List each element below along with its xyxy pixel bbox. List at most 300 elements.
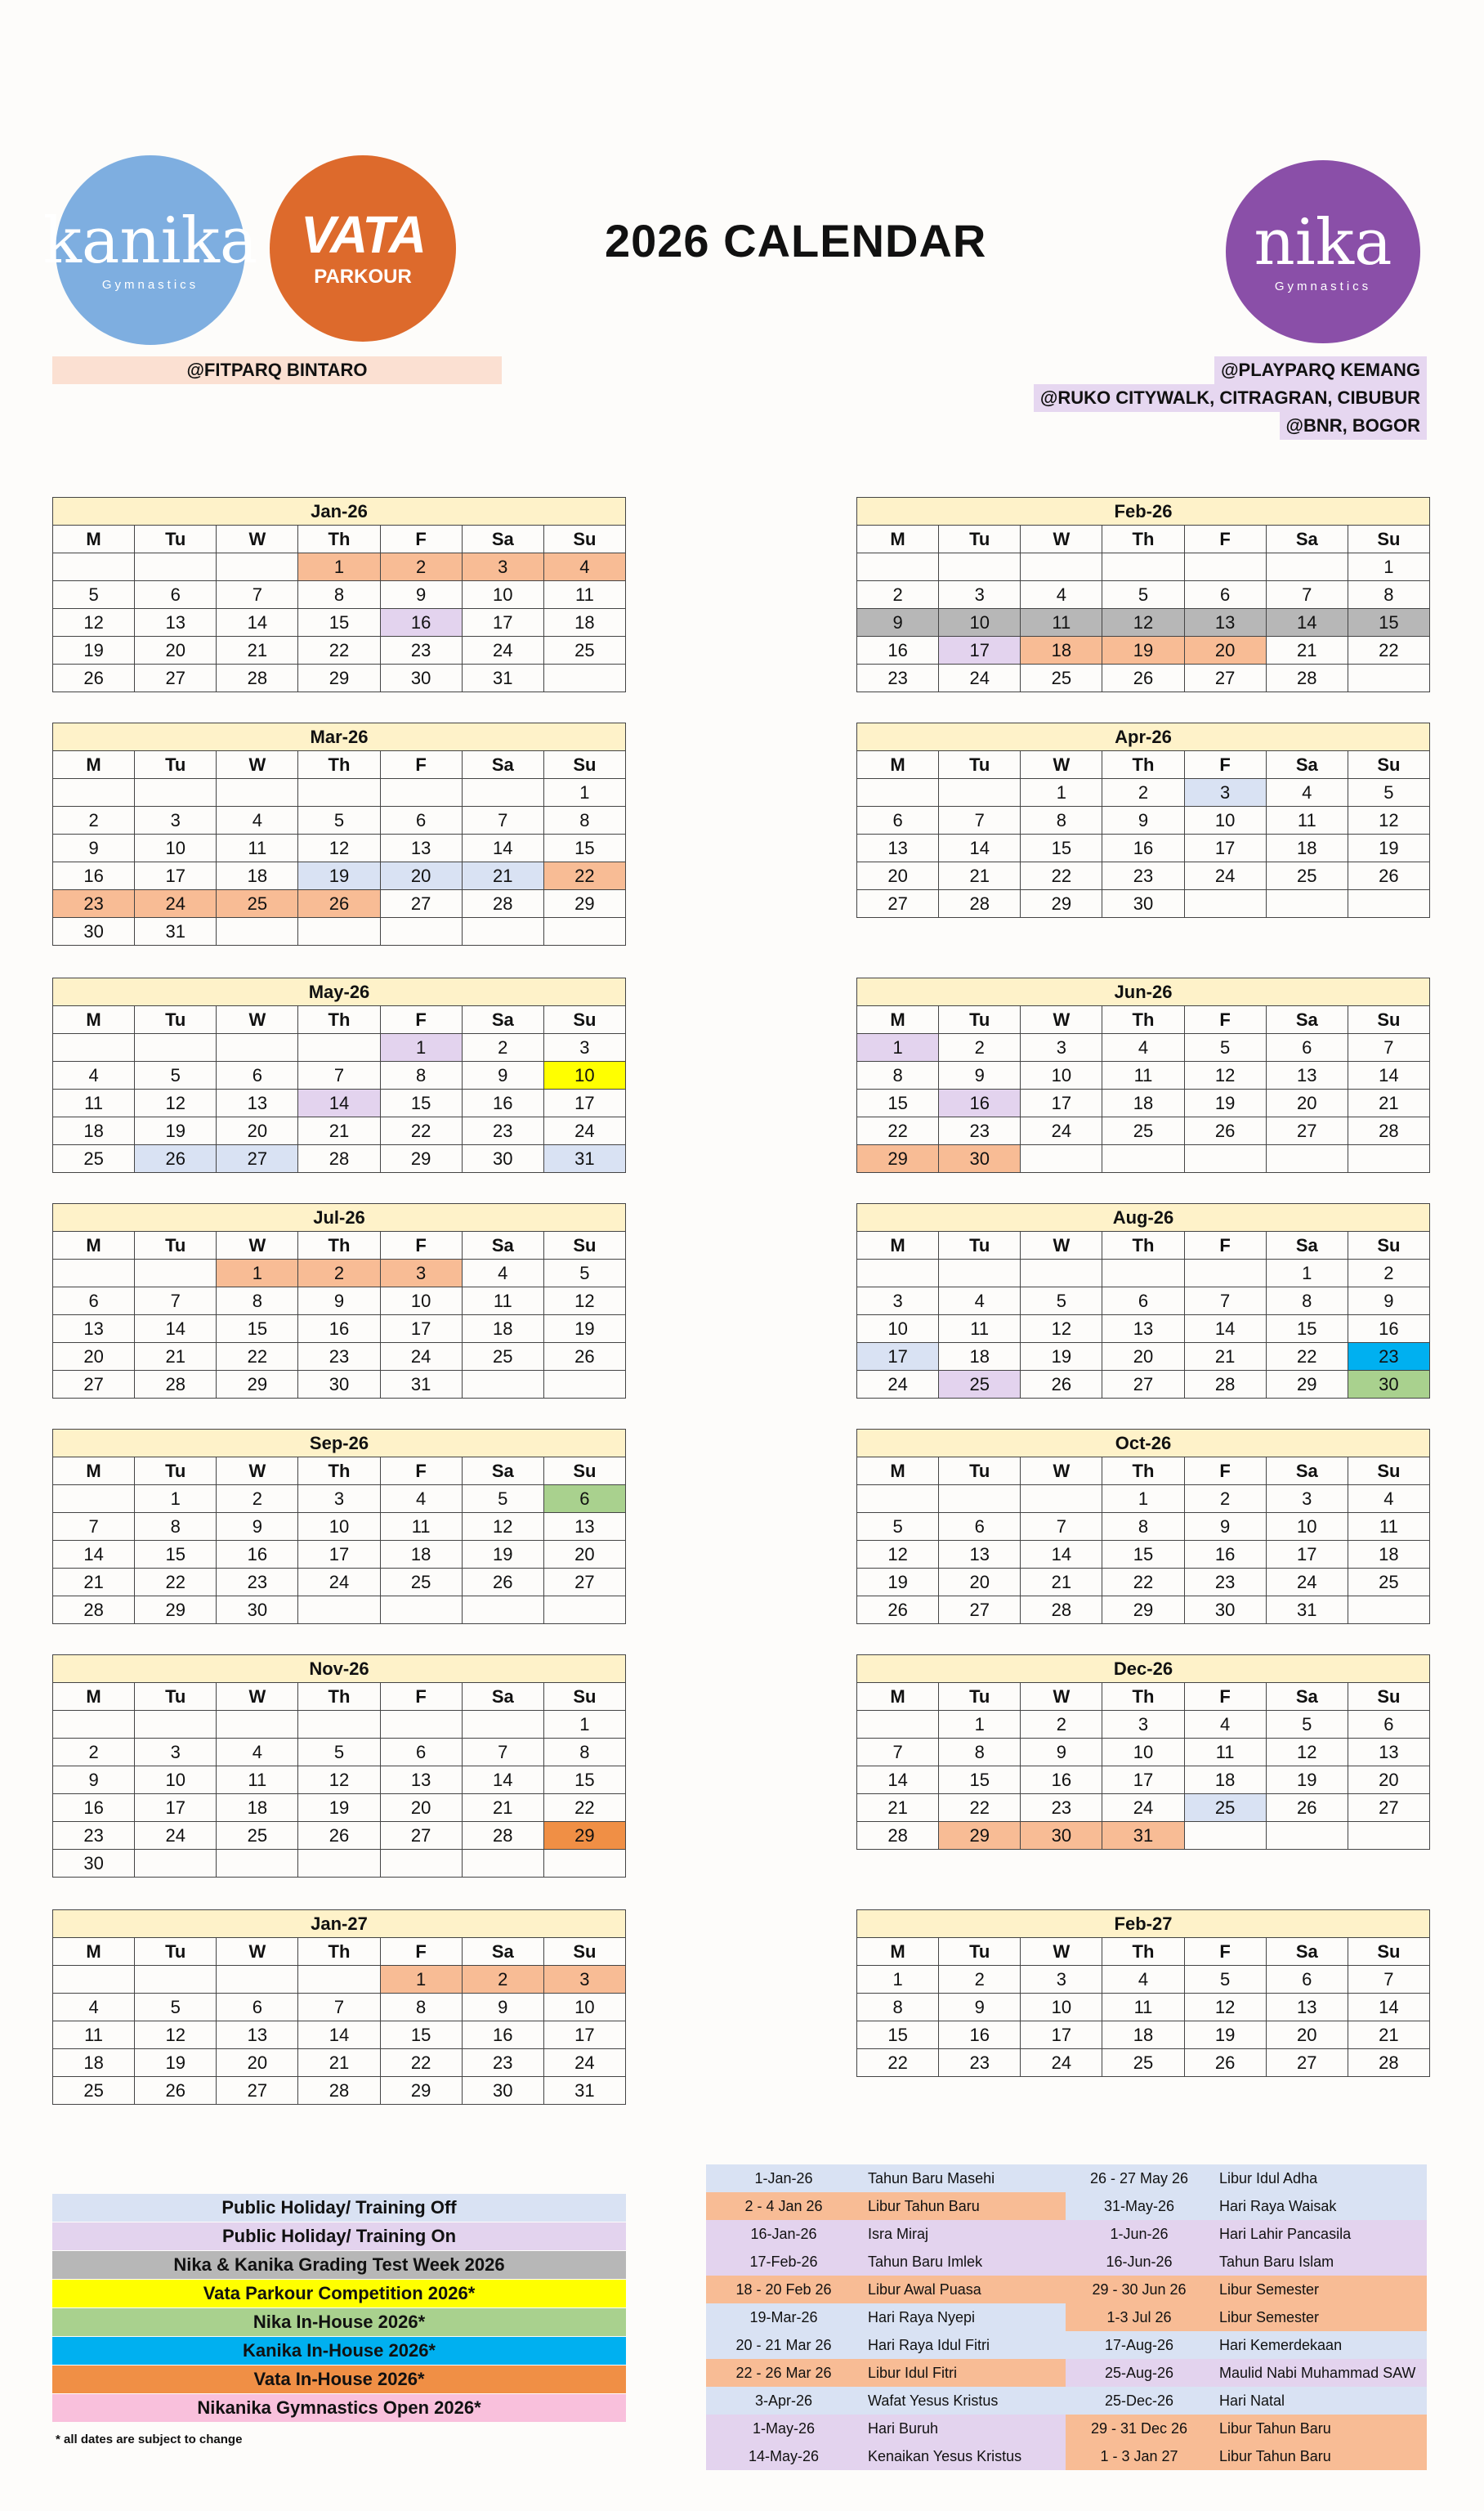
day-cell: 25 — [462, 1343, 543, 1371]
day-cell: 15 — [1348, 609, 1429, 637]
day-cell: 7 — [1266, 581, 1348, 609]
holiday-name: Libur Idul Fitri — [861, 2359, 1066, 2387]
holiday-date: 3-Apr-26 — [706, 2387, 861, 2415]
day-cell: 3 — [1102, 1711, 1184, 1739]
day-cell: 10 — [135, 1766, 217, 1794]
day-cell: 31 — [462, 665, 543, 692]
day-cell: 14 — [298, 2021, 380, 2049]
month-title: Jan-26 — [53, 498, 626, 526]
day-cell — [1021, 1485, 1102, 1513]
day-cell: 21 — [1266, 637, 1348, 665]
weekday-header: Sa — [1266, 1683, 1348, 1711]
weekday-header: Sa — [1266, 1006, 1348, 1034]
day-cell: 8 — [543, 1739, 625, 1766]
day-cell: 10 — [1102, 1739, 1184, 1766]
day-cell: 11 — [1348, 1513, 1429, 1541]
weekday-header: M — [53, 1938, 135, 1966]
month-title: Feb-27 — [857, 1910, 1430, 1938]
weekday-header: F — [380, 1006, 462, 1034]
day-cell: 23 — [1348, 1343, 1429, 1371]
day-cell — [53, 1966, 135, 1994]
holiday-date: 1-3 Jul 26 — [1066, 2303, 1213, 2331]
day-cell: 10 — [380, 1287, 462, 1315]
day-cell: 7 — [298, 1062, 380, 1090]
day-cell: 11 — [1266, 807, 1348, 835]
day-cell: 24 — [135, 1822, 217, 1850]
day-cell — [217, 1966, 298, 1994]
day-cell: 20 — [1184, 637, 1266, 665]
weekday-header: M — [857, 1006, 939, 1034]
day-cell: 26 — [1184, 1117, 1266, 1145]
weekday-header: Su — [1348, 1938, 1429, 1966]
day-cell: 17 — [543, 2021, 625, 2049]
weekday-header: F — [1184, 751, 1266, 779]
day-cell — [298, 1850, 380, 1878]
day-cell: 23 — [939, 2049, 1021, 2077]
day-cell: 1 — [857, 1966, 939, 1994]
day-cell: 29 — [1266, 1371, 1348, 1399]
weekday-header: M — [857, 1457, 939, 1485]
day-cell: 1 — [135, 1485, 217, 1513]
vata-logo-text: VATA — [301, 205, 425, 264]
nika-logo-text: nika — [1254, 205, 1392, 280]
day-cell: 14 — [1348, 1994, 1429, 2021]
day-cell: 11 — [462, 1287, 543, 1315]
day-cell: 30 — [1348, 1371, 1429, 1399]
day-cell: 27 — [53, 1371, 135, 1399]
day-cell: 11 — [1184, 1739, 1266, 1766]
month-calendar — [856, 1654, 1430, 1850]
day-cell — [1021, 553, 1102, 581]
weekday-header: Th — [298, 1938, 380, 1966]
day-cell: 22 — [135, 1569, 217, 1596]
day-cell: 7 — [135, 1287, 217, 1315]
day-cell: 21 — [298, 1117, 380, 1145]
day-cell: 4 — [939, 1287, 1021, 1315]
day-cell: 17 — [1021, 2021, 1102, 2049]
weekday-header: Tu — [135, 1683, 217, 1711]
holiday-name: Kenaikan Yesus Kristus — [861, 2442, 1066, 2470]
day-cell: 24 — [543, 1117, 625, 1145]
day-cell: 8 — [380, 1062, 462, 1090]
day-cell: 25 — [380, 1569, 462, 1596]
day-cell: 24 — [543, 2049, 625, 2077]
day-cell: 6 — [543, 1485, 625, 1513]
legend-item: Kanika In-House 2026* — [52, 2337, 626, 2365]
holiday-date: 29 - 31 Dec 26 — [1066, 2415, 1213, 2442]
day-cell — [53, 553, 135, 581]
weekday-header: M — [53, 1006, 135, 1034]
day-cell: 19 — [298, 1794, 380, 1822]
day-cell — [217, 918, 298, 946]
day-cell: 24 — [857, 1371, 939, 1399]
day-cell: 28 — [217, 665, 298, 692]
day-cell — [53, 1711, 135, 1739]
day-cell — [1102, 1260, 1184, 1287]
day-cell — [1348, 1596, 1429, 1624]
day-cell: 17 — [135, 1794, 217, 1822]
holiday-name: Maulid Nabi Muhammad SAW — [1213, 2359, 1427, 2387]
day-cell: 13 — [939, 1541, 1021, 1569]
day-cell: 2 — [298, 1260, 380, 1287]
day-cell: 14 — [1266, 609, 1348, 637]
day-cell — [857, 1260, 939, 1287]
day-cell: 15 — [217, 1315, 298, 1343]
day-cell: 6 — [939, 1513, 1021, 1541]
day-cell: 3 — [857, 1287, 939, 1315]
holiday-date: 20 - 21 Mar 26 — [706, 2331, 861, 2359]
day-cell — [1348, 1822, 1429, 1850]
day-cell: 6 — [1266, 1966, 1348, 1994]
day-cell — [1348, 665, 1429, 692]
weekday-header: W — [217, 1457, 298, 1485]
day-cell: 5 — [135, 1062, 217, 1090]
day-cell: 4 — [217, 807, 298, 835]
legend — [52, 2194, 626, 2423]
legend-item: Public Holiday/ Training On — [52, 2222, 626, 2250]
day-cell: 23 — [53, 1822, 135, 1850]
day-cell: 25 — [53, 2077, 135, 2105]
day-cell: 1 — [380, 1966, 462, 1994]
day-cell: 16 — [380, 609, 462, 637]
day-cell: 15 — [298, 609, 380, 637]
day-cell: 2 — [53, 807, 135, 835]
day-cell: 6 — [217, 1062, 298, 1090]
day-cell: 23 — [939, 1117, 1021, 1145]
holiday-name: Hari Raya Idul Fitri — [861, 2331, 1066, 2359]
day-cell — [857, 779, 939, 807]
day-cell: 25 — [1266, 862, 1348, 890]
day-cell — [543, 1850, 625, 1878]
day-cell: 21 — [217, 637, 298, 665]
day-cell: 13 — [217, 1090, 298, 1117]
holiday-date: 25-Dec-26 — [1066, 2387, 1213, 2415]
day-cell: 1 — [1266, 1260, 1348, 1287]
day-cell — [298, 1034, 380, 1062]
weekday-header: Sa — [1266, 1938, 1348, 1966]
day-cell: 14 — [1348, 1062, 1429, 1090]
day-cell: 3 — [1184, 779, 1266, 807]
day-cell: 10 — [1266, 1513, 1348, 1541]
day-cell: 1 — [543, 1711, 625, 1739]
day-cell: 24 — [1266, 1569, 1348, 1596]
day-cell: 8 — [1266, 1287, 1348, 1315]
day-cell: 4 — [462, 1260, 543, 1287]
day-cell — [1184, 1822, 1266, 1850]
day-cell: 8 — [543, 807, 625, 835]
day-cell: 18 — [543, 609, 625, 637]
day-cell: 27 — [1266, 2049, 1348, 2077]
weekday-header: Tu — [939, 1457, 1021, 1485]
holiday-date: 1-May-26 — [706, 2415, 861, 2442]
day-cell: 8 — [857, 1994, 939, 2021]
day-cell: 30 — [462, 1145, 543, 1173]
day-cell: 28 — [53, 1596, 135, 1624]
day-cell: 15 — [380, 2021, 462, 2049]
day-cell: 12 — [135, 2021, 217, 2049]
weekday-header: W — [217, 1938, 298, 1966]
holiday-date: 2 - 4 Jan 26 — [706, 2192, 861, 2220]
day-cell — [135, 779, 217, 807]
day-cell: 20 — [1266, 1090, 1348, 1117]
day-cell: 28 — [1021, 1596, 1102, 1624]
day-cell — [135, 553, 217, 581]
day-cell: 11 — [1021, 609, 1102, 637]
day-cell: 27 — [939, 1596, 1021, 1624]
day-cell: 14 — [135, 1315, 217, 1343]
weekday-header: M — [857, 751, 939, 779]
day-cell: 5 — [298, 807, 380, 835]
weekday-header: Th — [298, 1232, 380, 1260]
day-cell: 28 — [1348, 2049, 1429, 2077]
weekday-header: Th — [1102, 1938, 1184, 1966]
month-title: Dec-26 — [857, 1655, 1430, 1683]
day-cell: 4 — [1102, 1034, 1184, 1062]
day-cell: 8 — [217, 1287, 298, 1315]
day-cell: 24 — [939, 665, 1021, 692]
month-calendar — [52, 1654, 626, 1878]
day-cell: 29 — [380, 1145, 462, 1173]
weekday-header: W — [1021, 1938, 1102, 1966]
day-cell: 13 — [217, 2021, 298, 2049]
weekday-header: Tu — [135, 1938, 217, 1966]
holiday-row — [706, 2303, 1427, 2331]
day-cell: 6 — [1102, 1287, 1184, 1315]
holiday-row — [706, 2387, 1427, 2415]
day-cell — [135, 1850, 217, 1878]
day-cell: 6 — [857, 807, 939, 835]
weekday-header: Tu — [135, 1006, 217, 1034]
day-cell: 22 — [1348, 637, 1429, 665]
day-cell: 4 — [217, 1739, 298, 1766]
day-cell: 8 — [857, 1062, 939, 1090]
day-cell: 26 — [53, 665, 135, 692]
weekday-header: Th — [1102, 1232, 1184, 1260]
day-cell: 21 — [53, 1569, 135, 1596]
day-cell: 26 — [135, 2077, 217, 2105]
day-cell: 22 — [1021, 862, 1102, 890]
month-calendar — [52, 1203, 626, 1399]
day-cell: 28 — [1266, 665, 1348, 692]
holiday-name: Libur Tahun Baru — [1213, 2442, 1427, 2470]
day-cell: 24 — [380, 1343, 462, 1371]
weekday-header: Tu — [135, 1457, 217, 1485]
day-cell: 23 — [462, 2049, 543, 2077]
day-cell: 25 — [543, 637, 625, 665]
month-calendar — [52, 723, 626, 946]
day-cell: 25 — [939, 1371, 1021, 1399]
day-cell: 23 — [298, 1343, 380, 1371]
holiday-name: Hari Natal — [1213, 2387, 1427, 2415]
month-calendar — [52, 1909, 626, 2105]
day-cell: 22 — [380, 1117, 462, 1145]
weekday-header: Su — [543, 1683, 625, 1711]
day-cell — [298, 1711, 380, 1739]
day-cell — [380, 779, 462, 807]
day-cell: 21 — [939, 862, 1021, 890]
day-cell: 23 — [380, 637, 462, 665]
weekday-header: W — [1021, 526, 1102, 553]
day-cell — [1102, 1145, 1184, 1173]
day-cell: 7 — [1348, 1034, 1429, 1062]
day-cell: 26 — [462, 1569, 543, 1596]
day-cell: 9 — [217, 1513, 298, 1541]
month-calendar — [856, 1909, 1430, 2077]
weekday-header: Su — [543, 526, 625, 553]
weekday-header: Sa — [462, 1457, 543, 1485]
day-cell: 7 — [1184, 1287, 1266, 1315]
weekday-header: Tu — [135, 526, 217, 553]
weekday-header: Th — [298, 1457, 380, 1485]
weekday-header: Sa — [462, 526, 543, 553]
day-cell: 2 — [1184, 1485, 1266, 1513]
day-cell: 2 — [462, 1034, 543, 1062]
holiday-row — [706, 2359, 1427, 2387]
weekday-header: M — [857, 526, 939, 553]
day-cell: 30 — [298, 1371, 380, 1399]
day-cell — [380, 1596, 462, 1624]
day-cell: 10 — [462, 581, 543, 609]
day-cell: 10 — [1021, 1062, 1102, 1090]
day-cell: 17 — [1184, 835, 1266, 862]
day-cell: 16 — [462, 1090, 543, 1117]
holiday-date: 1 - 3 Jan 27 — [1066, 2442, 1213, 2470]
holiday-row — [706, 2192, 1427, 2220]
month-calendar — [856, 497, 1430, 692]
day-cell: 14 — [1184, 1315, 1266, 1343]
page-title: 2026 CALENDAR — [605, 215, 987, 266]
day-cell: 22 — [380, 2049, 462, 2077]
day-cell: 3 — [1021, 1966, 1102, 1994]
holiday-name: Tahun Baru Imlek — [861, 2248, 1066, 2276]
day-cell: 11 — [217, 835, 298, 862]
day-cell: 31 — [543, 2077, 625, 2105]
day-cell: 9 — [298, 1287, 380, 1315]
day-cell: 24 — [135, 890, 217, 918]
day-cell: 18 — [1021, 637, 1102, 665]
holiday-date: 25-Aug-26 — [1066, 2359, 1213, 2387]
day-cell: 10 — [543, 1994, 625, 2021]
day-cell — [1102, 553, 1184, 581]
day-cell — [217, 779, 298, 807]
day-cell: 18 — [1102, 2021, 1184, 2049]
holiday-date: 16-Jan-26 — [706, 2220, 861, 2248]
day-cell: 25 — [217, 890, 298, 918]
day-cell: 16 — [1021, 1766, 1102, 1794]
holiday-date: 26 - 27 May 26 — [1066, 2164, 1213, 2192]
day-cell: 20 — [217, 2049, 298, 2077]
holiday-row — [706, 2415, 1427, 2442]
day-cell — [939, 1260, 1021, 1287]
day-cell: 20 — [543, 1541, 625, 1569]
day-cell: 3 — [543, 1034, 625, 1062]
day-cell: 6 — [53, 1287, 135, 1315]
day-cell: 18 — [462, 1315, 543, 1343]
day-cell — [543, 1596, 625, 1624]
month-title: Apr-26 — [857, 723, 1430, 751]
day-cell: 16 — [462, 2021, 543, 2049]
day-cell — [857, 1485, 939, 1513]
day-cell: 21 — [1021, 1569, 1102, 1596]
day-cell: 7 — [217, 581, 298, 609]
day-cell: 5 — [1184, 1966, 1266, 1994]
day-cell: 22 — [543, 1794, 625, 1822]
day-cell: 14 — [298, 1090, 380, 1117]
day-cell: 30 — [939, 1145, 1021, 1173]
day-cell: 19 — [135, 2049, 217, 2077]
day-cell — [298, 918, 380, 946]
day-cell — [857, 553, 939, 581]
day-cell: 4 — [53, 1062, 135, 1090]
day-cell — [53, 1260, 135, 1287]
day-cell: 27 — [217, 1145, 298, 1173]
day-cell: 14 — [462, 1766, 543, 1794]
day-cell: 12 — [298, 1766, 380, 1794]
day-cell: 20 — [1266, 2021, 1348, 2049]
day-cell: 11 — [543, 581, 625, 609]
weekday-header: Th — [298, 1683, 380, 1711]
day-cell: 13 — [1266, 1994, 1348, 2021]
day-cell: 25 — [1348, 1569, 1429, 1596]
day-cell: 21 — [462, 1794, 543, 1822]
day-cell: 29 — [939, 1822, 1021, 1850]
day-cell: 4 — [543, 553, 625, 581]
day-cell: 10 — [939, 609, 1021, 637]
day-cell — [1184, 553, 1266, 581]
day-cell: 5 — [857, 1513, 939, 1541]
day-cell: 12 — [1266, 1739, 1348, 1766]
weekday-header: W — [1021, 1457, 1102, 1485]
day-cell: 25 — [1021, 665, 1102, 692]
day-cell: 27 — [857, 890, 939, 918]
day-cell: 7 — [462, 1739, 543, 1766]
day-cell: 15 — [939, 1766, 1021, 1794]
day-cell: 26 — [298, 1822, 380, 1850]
day-cell: 11 — [217, 1766, 298, 1794]
day-cell: 19 — [135, 1117, 217, 1145]
day-cell: 3 — [1021, 1034, 1102, 1062]
day-cell: 7 — [1348, 1966, 1429, 1994]
day-cell: 1 — [1021, 779, 1102, 807]
day-cell: 30 — [217, 1596, 298, 1624]
day-cell — [380, 1711, 462, 1739]
weekday-header: M — [857, 1232, 939, 1260]
day-cell — [53, 779, 135, 807]
day-cell: 9 — [857, 609, 939, 637]
day-cell: 21 — [1348, 1090, 1429, 1117]
day-cell: 16 — [857, 637, 939, 665]
day-cell: 13 — [1266, 1062, 1348, 1090]
holiday-row — [706, 2220, 1427, 2248]
day-cell: 3 — [298, 1485, 380, 1513]
day-cell: 17 — [939, 637, 1021, 665]
holiday-date: 17-Aug-26 — [1066, 2331, 1213, 2359]
holiday-name: Libur Semester — [1213, 2276, 1427, 2303]
holiday-row — [706, 2248, 1427, 2276]
day-cell: 4 — [380, 1485, 462, 1513]
day-cell: 3 — [939, 581, 1021, 609]
weekday-header: Sa — [462, 1006, 543, 1034]
day-cell: 24 — [1021, 2049, 1102, 2077]
day-cell: 16 — [217, 1541, 298, 1569]
day-cell — [298, 779, 380, 807]
weekday-header: M — [857, 1683, 939, 1711]
weekday-header: W — [1021, 1006, 1102, 1034]
day-cell: 7 — [53, 1513, 135, 1541]
day-cell: 9 — [1348, 1287, 1429, 1315]
day-cell: 1 — [380, 1034, 462, 1062]
holiday-date: 17-Feb-26 — [706, 2248, 861, 2276]
